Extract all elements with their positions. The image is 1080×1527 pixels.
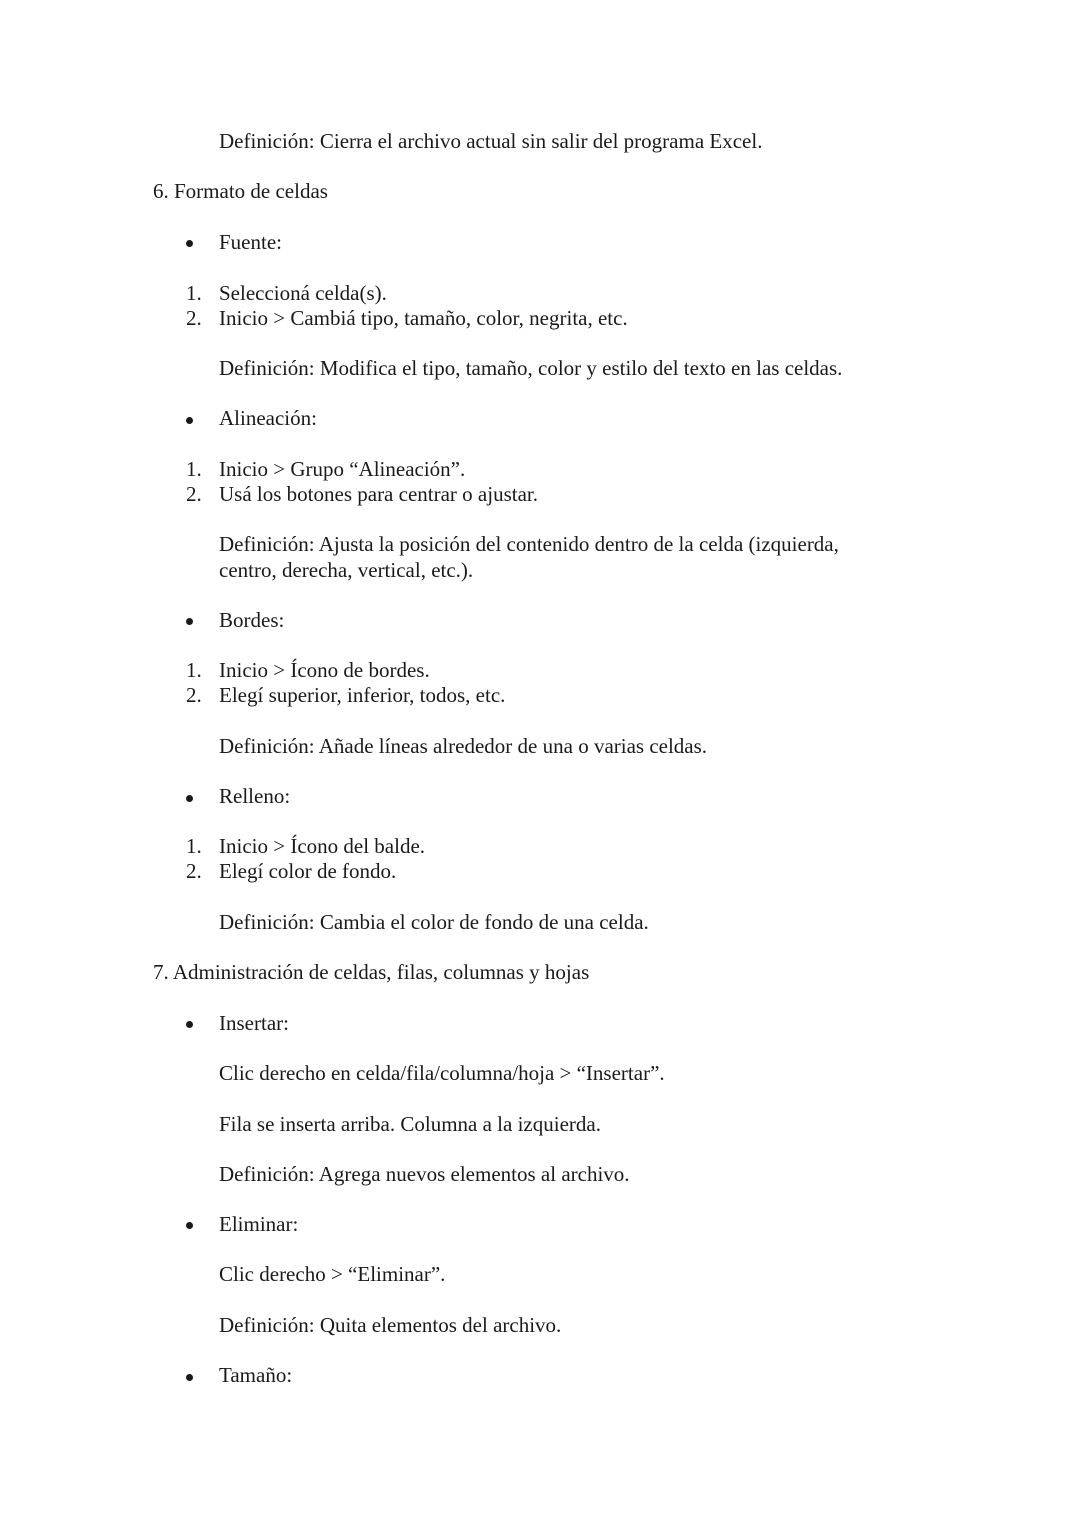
intro-definition: Definición: Cierra el archivo actual sin salir del programa Excel. <box>219 129 763 153</box>
relleno-definition: Definición: Cambia el color de fondo de una celda. <box>219 910 649 934</box>
bullet-fuente <box>186 240 193 247</box>
relleno-step-2-number: 2. <box>186 859 202 883</box>
section-7-title: 7. Administración de celdas, filas, columnas y hojas <box>153 960 590 984</box>
insertar-definition: Definición: Agrega nuevos elementos al archivo. <box>219 1162 630 1186</box>
alineacion-step-1-number: 1. <box>186 457 202 481</box>
insertar-label: Insertar: <box>219 1011 289 1035</box>
bordes-step-1: Inicio > Ícono de bordes. <box>219 658 430 682</box>
bullet-bordes <box>186 618 193 625</box>
bullet-relleno <box>186 795 193 802</box>
eliminar-definition: Definición: Quita elementos del archivo. <box>219 1313 562 1337</box>
bullet-insertar <box>186 1021 193 1028</box>
fuente-step-2: Inicio > Cambiá tipo, tamaño, color, negrita, etc. <box>219 306 628 330</box>
alineacion-step-2: Usá los botones para centrar o ajustar. <box>219 482 538 506</box>
bordes-definition: Definición: Añade líneas alrededor de una o varias celdas. <box>219 734 708 758</box>
tamano-label: Tamaño: <box>219 1363 293 1387</box>
insertar-note: Fila se inserta arriba. Columna a la izquierda. <box>219 1112 601 1136</box>
fuente-definition: Definición: Modifica el tipo, tamaño, color y estilo del texto en las celdas. <box>219 356 843 380</box>
bordes-step-2: Elegí superior, inferior, todos, etc. <box>219 683 506 707</box>
fuente-label: Fuente: <box>219 230 282 254</box>
alineacion-step-2-number: 2. <box>186 482 202 506</box>
relleno-step-1-number: 1. <box>186 834 202 858</box>
fuente-step-1: Seleccioná celda(s). <box>219 281 387 305</box>
bordes-step-1-number: 1. <box>186 658 202 682</box>
bordes-step-2-number: 2. <box>186 683 202 707</box>
relleno-label: Relleno: <box>219 784 291 808</box>
relleno-step-1: Inicio > Ícono del balde. <box>219 834 426 858</box>
eliminar-label: Eliminar: <box>219 1212 299 1236</box>
fuente-step-1-number: 1. <box>186 281 202 305</box>
alineacion-definition-line-2: centro, derecha, vertical, etc.). <box>219 558 474 582</box>
section-6-title: 6. Formato de celdas <box>153 179 328 203</box>
bullet-eliminar <box>186 1222 193 1229</box>
insertar-instruction: Clic derecho en celda/fila/columna/hoja > “Insertar”. <box>219 1061 665 1085</box>
relleno-step-2: Elegí color de fondo. <box>219 859 397 883</box>
fuente-step-2-number: 2. <box>186 306 202 330</box>
bullet-tamano <box>186 1374 193 1381</box>
bordes-label: Bordes: <box>219 608 285 632</box>
alineacion-step-1: Inicio > Grupo “Alineación”. <box>219 457 466 481</box>
alineacion-definition-line-1: Definición: Ajusta la posición del contenido dentro de la celda (izquierda, <box>219 532 839 556</box>
alineacion-label: Alineación: <box>219 406 317 430</box>
eliminar-instruction: Clic derecho > “Eliminar”. <box>219 1262 446 1286</box>
bullet-alineacion <box>186 417 193 424</box>
